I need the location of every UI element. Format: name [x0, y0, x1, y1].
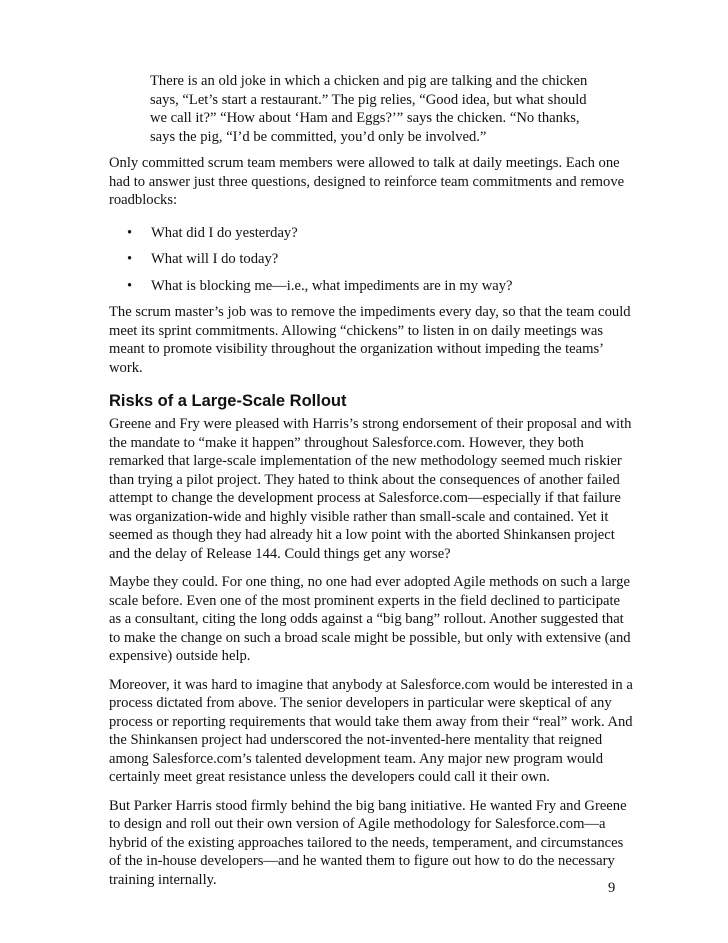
bullet-dot-icon: • — [127, 251, 133, 267]
paragraph-moreover: Moreover, it was hard to imagine that anybody at Salesforce.com would be interested in a process dictated from above. The senior developers in particular were skeptical of any process or reporting requirements that would take them away from their “real” work. And the Shinkansen project had underscored the not-invented-here mentality that reigned among Salesforce.com’s talented development team. Any major new program would certainly meet great resistance unless the developers could call it their own. — [109, 676, 633, 785]
block-quote-joke: There is an old joke in which a chicken and pig are talking and the chicken says, “Let’s start a restaurant.” The pig relies, “Good idea, but what should we call it?” “How about ‘Ham and Eggs?’” says the chicken. “No thanks, says the pig, “I’d be committed, you’d only be involved.” — [150, 73, 588, 145]
paragraph-greene-fry: Greene and Fry were pleased with Harris’s strong endorsement of their proposal and with the mandate to “make it happen” throughout Salesforce.com. However, they both remarked that large-scale implementation of the new methodology seemed much riskier than trying a pilot project. They hated to think about the consequences of another failed attempt to change the development process at Salesforce.com—especially if that failure was organization-wide and highly visible rather than small-scale and contained. Yet it seemed as though they had already hit a low point with the aborted Shinkansen project and the delay of Release 144. Could things get any worse? — [109, 416, 632, 562]
page-number: 9 — [608, 880, 616, 896]
bullet-item — [109, 250, 633, 269]
bullet-dot-icon: • — [127, 277, 133, 294]
paragraph-maybe-they-could: Maybe they could. For one thing, no one had ever adopted Agile methods on such a large scale before. Even one of the most prominent experts in the field declined to participate as a consultant, citing the long odds against a “big bang” rollout. Another suggested that to make the change on such a broad scale might be possible, but only with extensive (and expensive) outside help. — [109, 574, 631, 664]
bullet-dot-icon: • — [127, 224, 133, 241]
paragraph-scrum-master: The scrum master’s job was to remove the impediments every day, so that the team could meet its sprint commitments. Allowing “chickens” to listen in on daily meetings was meant to promote visibility throughout the organization without impeding the teams’ work. — [109, 304, 631, 376]
bullet-item-text: What is blocking me—i.e., what impediments are in my way? — [151, 277, 513, 294]
bullet-item — [109, 277, 633, 296]
section-heading: Risks of a Large-Scale Rollout — [109, 392, 347, 410]
bullet-list-three-questions — [109, 224, 633, 296]
document-page — [109, 72, 633, 889]
bullet-item-text: What will I do today? — [151, 251, 279, 267]
paragraph-parker-harris: But Parker Harris stood firmly behind the big bang initiative. He wanted Fry and Greene to design and roll out their own version of Agile methodology for Salesforce.com—a hybrid of the existing approaches tailored to the needs, temperament, and circumstances of the in-house developers—and he wanted them to figure out how to do the necessary training internally. — [109, 797, 627, 888]
bullet-item — [109, 224, 633, 243]
paragraph-daily-meetings: Only committed scrum team members were allowed to talk at daily meetings. Each one had to answer just three questions, designed to reinforce team commitments and remove roadblocks: — [109, 155, 625, 208]
bullet-item-text: What did I do yesterday? — [151, 224, 298, 241]
